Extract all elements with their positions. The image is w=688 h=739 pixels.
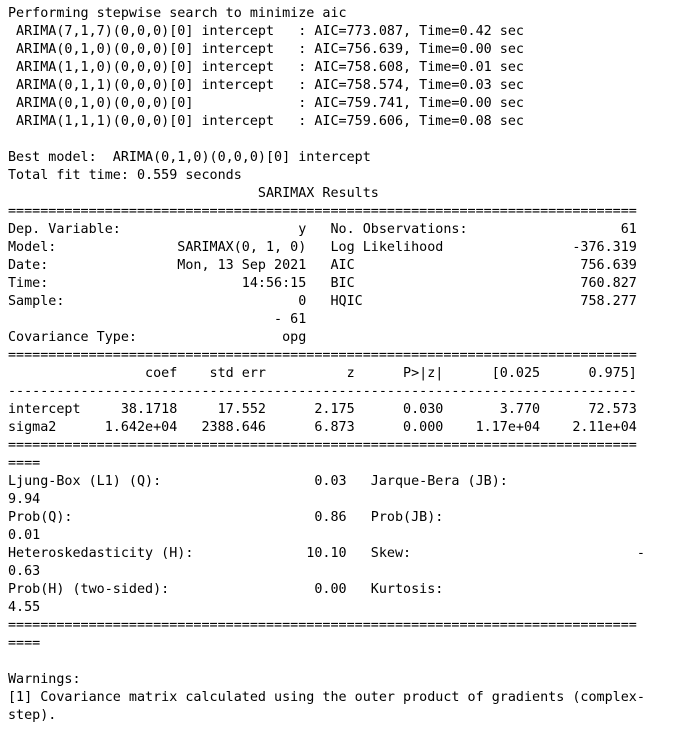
console-line: Warnings: [8,672,81,687]
console-line: Dep. Variable: y No. Observations: 61 [8,222,637,237]
console-line [8,653,688,671]
console-line: ============================================================================== [8,438,637,453]
console-line: 9.94 [8,492,41,507]
console-line: 0.01 [8,528,41,543]
console-line: Sample: 0 HQIC 758.277 [8,294,637,309]
console-line: step). [8,708,57,723]
console-line: coef std err z P>|z| [0.025 0.975] [8,366,637,381]
console-line: ==== [8,636,41,651]
console-line: Time: 14:56:15 BIC 760.827 [8,276,637,291]
console-line: Model: SARIMAX(0, 1, 0) Log Likelihood -376.319 [8,240,637,255]
console-line: ==== [8,456,41,471]
console-line: ------------------------------------------------------------------------------ [8,384,637,399]
console-line: ARIMA(7,1,7)(0,0,0)[0] intercept : AIC=773.087, Time=0.42 sec [8,24,524,39]
console-line: SARIMAX Results [8,186,379,201]
console-line: 4.55 [8,600,41,615]
console-line: ============================================================================== [8,348,637,363]
console-line: ARIMA(0,1,0)(0,0,0)[0] intercept : AIC=756.639, Time=0.00 sec [8,42,524,57]
console-line: Best model: ARIMA(0,1,0)(0,0,0)[0] intercept [8,150,371,165]
console-line: - 61 [8,312,307,327]
console-line: ============================================================================== [8,618,637,633]
console-line: ARIMA(0,1,0)(0,0,0)[0] : AIC=759.741, Time=0.00 sec [8,96,524,111]
console-line: ARIMA(0,1,1)(0,0,0)[0] intercept : AIC=758.574, Time=0.03 sec [8,78,524,93]
console-line: Covariance Type: opg [8,330,307,345]
console-line: Performing stepwise search to minimize aic [8,6,347,21]
console-line: ARIMA(1,1,0)(0,0,0)[0] intercept : AIC=758.608, Time=0.01 sec [8,60,524,75]
console-line: Prob(H) (two-sided): 0.00 Kurtosis: [8,582,645,597]
console-line: Heteroskedasticity (H): 10.10 Skew: - [8,546,645,561]
console-line: Ljung-Box (L1) (Q): 0.03 Jarque-Bera (JB): [8,474,645,489]
console-line: [1] Covariance matrix calculated using the outer product of gradients (complex- [8,690,645,705]
console-line: 0.63 [8,564,41,579]
console-line: Total fit time: 0.559 seconds [8,168,242,183]
console-line: sigma2 1.642e+04 2388.646 6.873 0.000 1.17e+04 2.11e+04 [8,420,637,435]
console-line: Prob(Q): 0.86 Prob(JB): [8,510,645,525]
console-line: Date: Mon, 13 Sep 2021 AIC 756.639 [8,258,637,273]
console-line: ============================================================================== [8,204,637,219]
console-line [8,131,688,149]
console-line: intercept 38.1718 17.552 2.175 0.030 3.770 72.573 [8,402,637,417]
console-line: ARIMA(1,1,1)(0,0,0)[0] intercept : AIC=759.606, Time=0.08 sec [8,114,524,129]
